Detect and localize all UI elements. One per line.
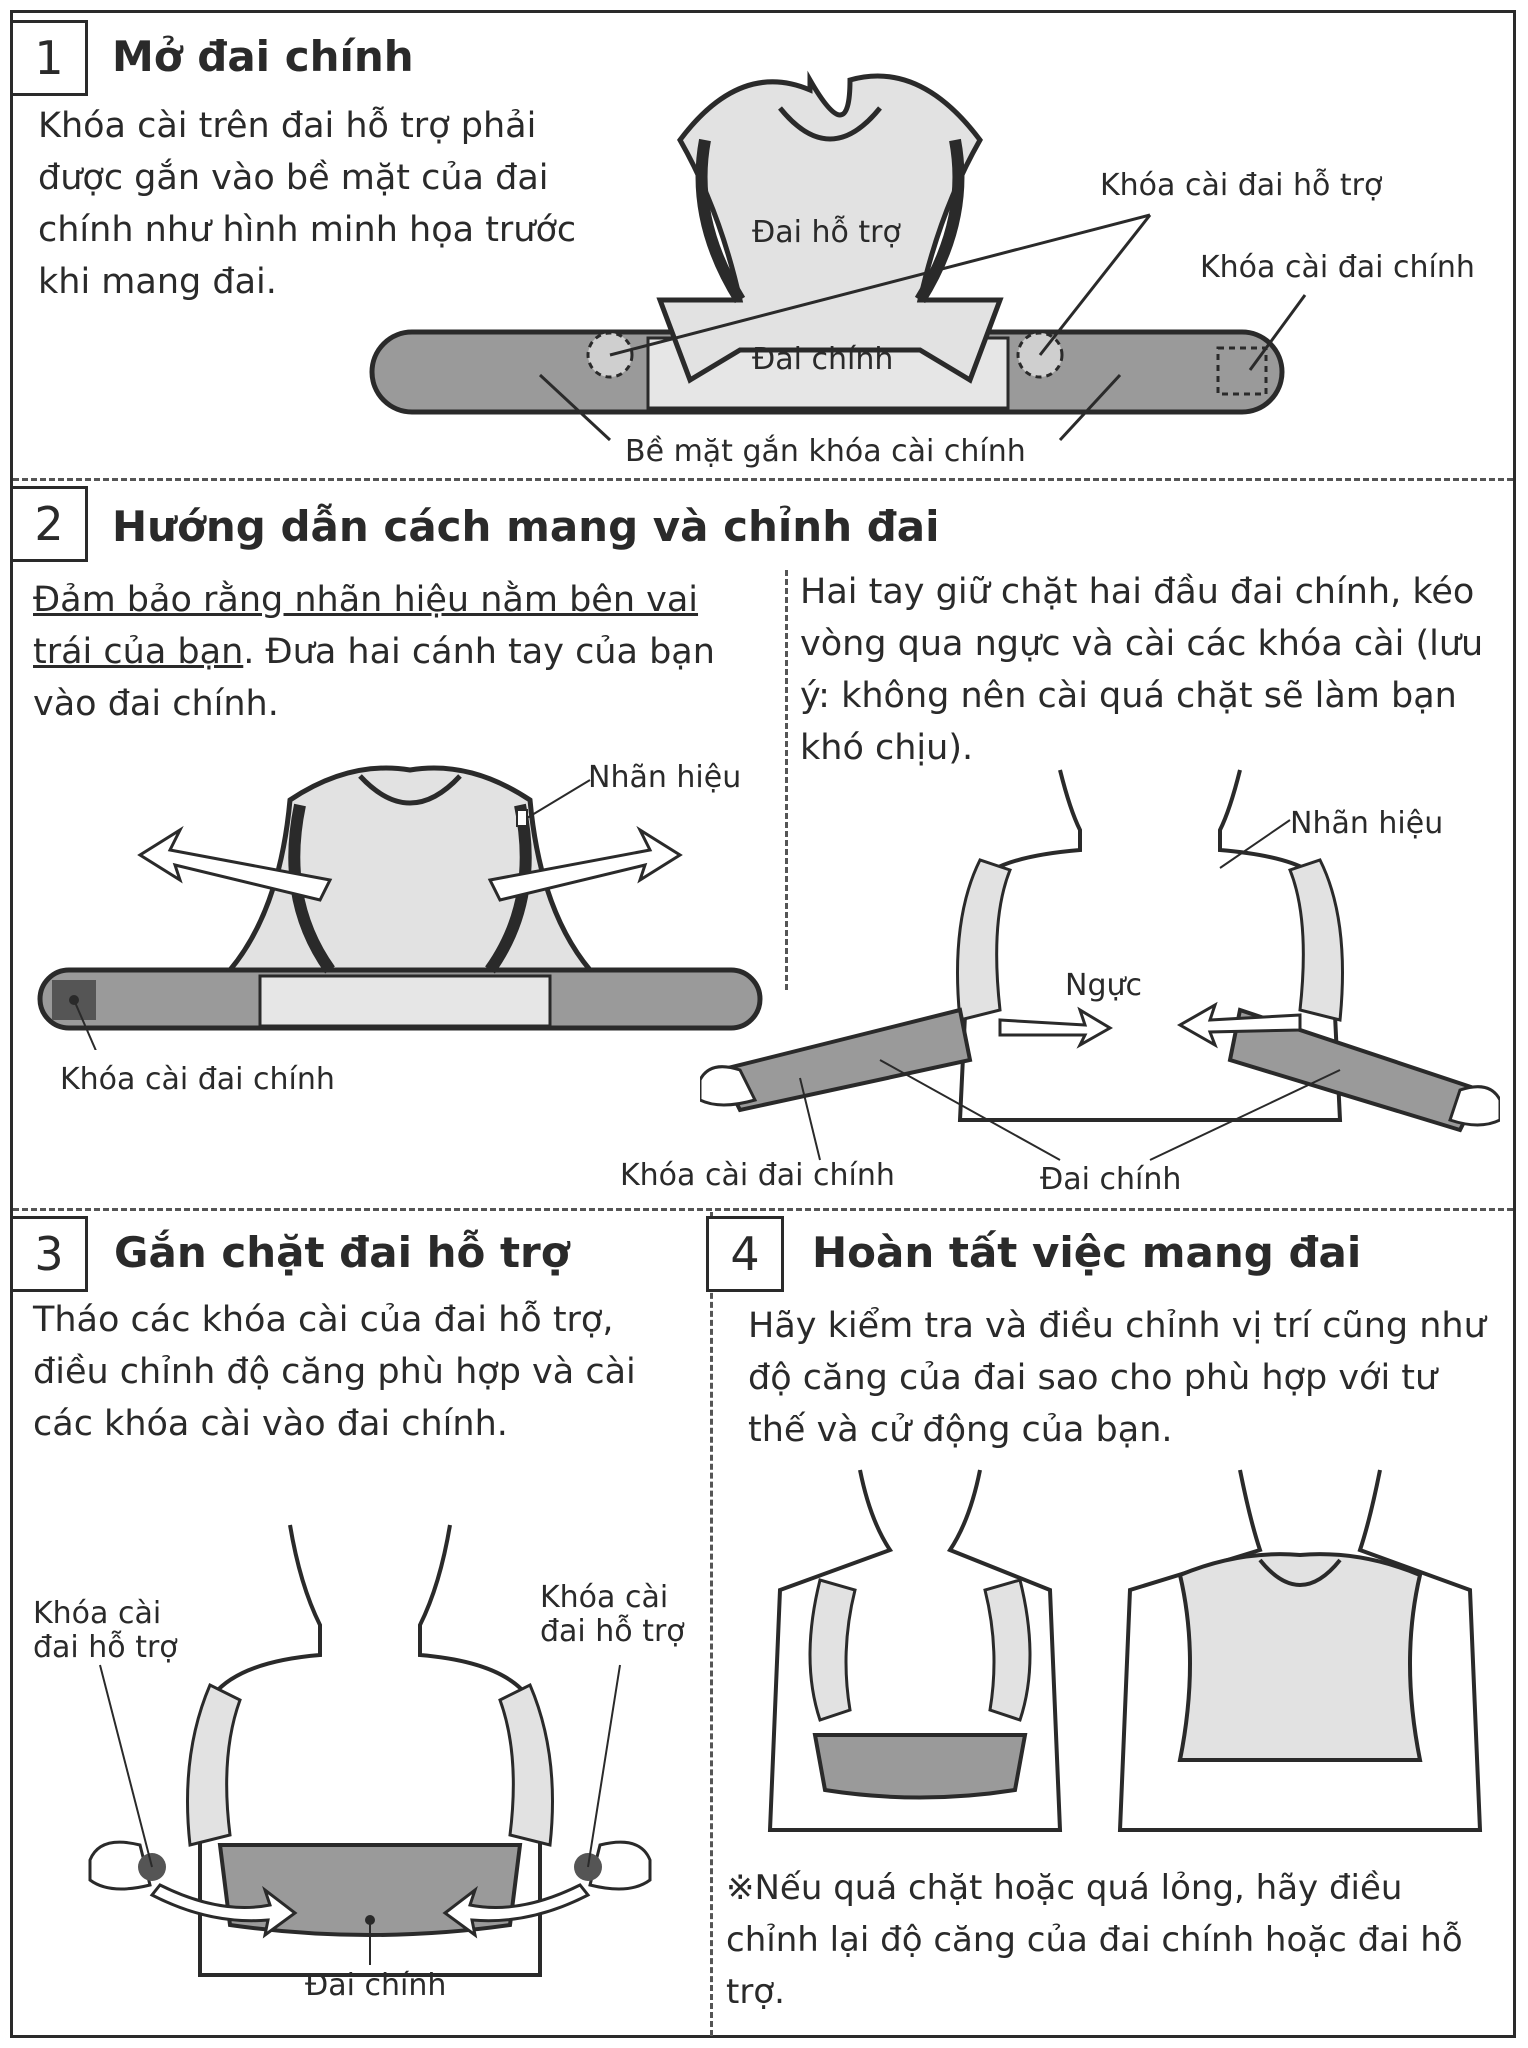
note-text: Nếu quá chặt hoặc quá lỏng, hãy điều chỉnh lại độ căng của đai chính hoặc đai hỗ trợ. [726, 1868, 1463, 2012]
step-2-number: 2 [10, 486, 88, 562]
note-mark: ※ [726, 1868, 755, 1908]
step-4-text: Hãy kiểm tra và điều chỉnh vị trí cũng như độ căng của đai sao cho phù hợp với tư thế và cử động của bạn. [748, 1306, 1486, 1450]
finished-illustration [760, 1460, 1500, 1840]
label-chest: Ngực [1065, 968, 1142, 1003]
label-clasp-left-line-1: Khóa cài [33, 1596, 162, 1631]
step-1-text: Khóa cài trên đai hỗ trợ phải được gắn vào bề mặt của đai chính như hình minh họa trước khi mang đai. [38, 106, 577, 302]
step-4-number: 4 [706, 1216, 784, 1292]
step-1-title: Mở đai chính [112, 32, 414, 81]
label-support-clasp-1: Khóa cài đai hỗ trợ [1100, 168, 1383, 203]
step-4-note [726, 1862, 1506, 2018]
step-3-title: Gắn chặt đai hỗ trợ [114, 1228, 570, 1277]
label-main-clasp-2b: Khóa cài đai chính [620, 1158, 895, 1193]
label-clasp-right-line-2: đai hỗ trợ [540, 1614, 685, 1649]
step-4-title: Hoàn tất việc mang đai [812, 1228, 1362, 1277]
label-main-belt-2: Đai chính [1040, 1162, 1182, 1197]
label-support-belt: Đai hỗ trợ [752, 215, 901, 250]
step-1-number: 1 [10, 20, 88, 96]
label-brand-left: Nhãn hiệu [588, 760, 742, 795]
step-3-text: Tháo các khóa cài của đai hỗ trợ, điều chỉnh độ căng phù hợp và cài các khóa cài vào đai chính. [33, 1300, 636, 1444]
label-main-belt-3: Đai chính [305, 1968, 447, 2003]
step-2-title: Hướng dẫn cách mang và chỉnh đai [112, 502, 940, 551]
label-main-belt-1: Đai chính [752, 342, 894, 377]
divider-3-4 [710, 1212, 713, 2036]
label-clasp-left-line-2: đai hỗ trợ [33, 1630, 178, 1665]
step-2-left-text [33, 574, 768, 730]
label-main-clasp-2a: Khóa cài đai chính [60, 1062, 335, 1097]
label-clasp-right-line-1: Khóa cài [540, 1580, 669, 1615]
divider-1-2 [13, 478, 1513, 481]
label-attach-surface: Bề mặt gắn khóa cài chính [625, 434, 1026, 469]
divider-2-3 [13, 1208, 1513, 1211]
step-2-left-text-underlined: Đảm bảo rằng nhãn hiệu nằm bên vai trái của bạn [33, 580, 699, 672]
step-2-right-text: Hai tay giữ chặt hai đầu đai chính, kéo vòng qua ngực và cài các khóa cài (lưu ý: không nên cài quá chặt sẽ làm bạn khó chịu). [800, 572, 1484, 768]
step-2-left-text-rest: . Đưa hai cánh tay của bạn vào đai chính. [33, 632, 715, 724]
step-3-number: 3 [10, 1216, 88, 1292]
label-brand-right: Nhãn hiệu [1290, 806, 1444, 841]
label-main-clasp-1: Khóa cài đai chính [1200, 250, 1475, 285]
